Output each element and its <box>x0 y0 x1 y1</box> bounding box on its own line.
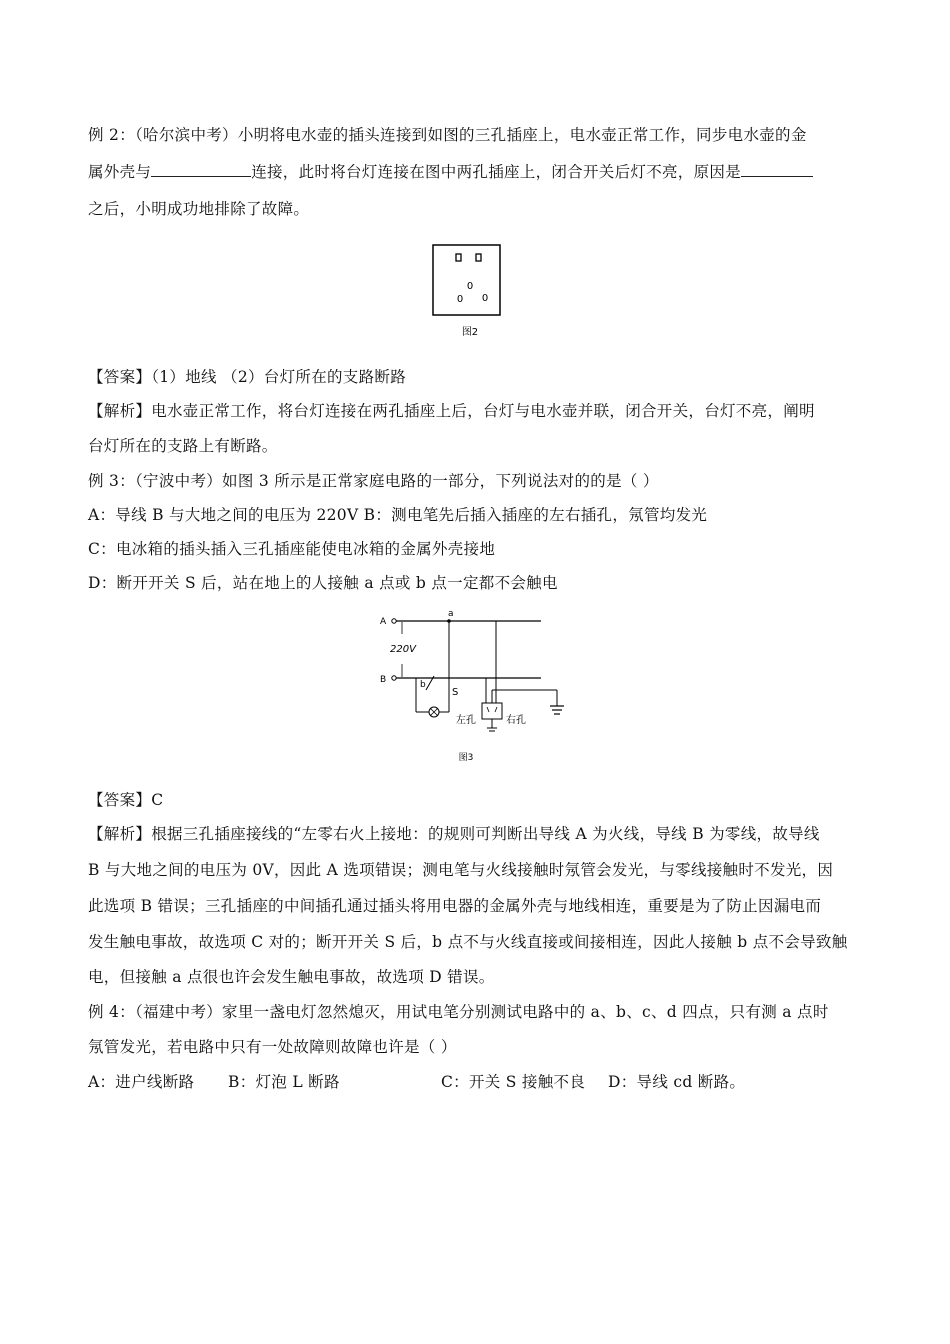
ex4-question-line1: 例 4：（福建中考）家里一盏电灯忽然熄灭，用试电笔分别测试电路中的 a、b、c、d 四点，只有测 a 点时 <box>88 1003 829 1021</box>
ex3-analysis-line2: B 与大地之间的电压为 0V，因此 A 选项错误；测电笔与火线接触时氖管会发光，与零线接触时不发光，因 <box>88 861 834 879</box>
ex3-question: 例 3：（宁波中考）如图 3 所示是正常家庭电路的一部分，下列说法对的的是（ ） <box>88 472 659 490</box>
ex4-option-c: C：开关 S 接触不良 <box>441 1073 586 1091</box>
terminal-B <box>392 676 396 680</box>
socket-hole-top: 0 <box>466 281 474 292</box>
label-a: a <box>448 609 454 619</box>
ex3-answer: 【答案】C <box>88 791 164 809</box>
ex3-analysis-line4: 发生触电事故，故选项 C 对的；断开开关 S 后，b 点不与火线直接或间接相连，因此人接触 b 点不会导致触 <box>88 933 848 951</box>
label-S: S <box>452 687 459 698</box>
label-b: b <box>420 680 426 690</box>
ex3-option-a-b: A：导线 B 与大地之间的电压为 220V B：测电笔先后插入插座的左右插孔，氖管均发光 <box>88 506 708 524</box>
socket-symbol <box>482 703 502 719</box>
right-hole-label: 右孔 <box>506 715 526 726</box>
ex2-answer: 【答案】（1）地线 （2）台灯所在的支路断路 <box>88 368 407 386</box>
label-A: A <box>380 617 387 627</box>
socket-hole-bottom-left: 0 <box>456 294 464 305</box>
figure-2-caption: 图2 <box>461 327 479 338</box>
ex3-analysis-line5: 电，但接触 a 点很也许会发生触电事故，故选项 D 错误。 <box>88 968 495 986</box>
ex2-analysis-line1: 【解析】电水壶正常工作，将台灯连接在两孔插座上后，台灯与电水壶并联，闭合开关，台灯不亮，阐明 <box>88 402 815 420</box>
figure-3-caption: 图3 <box>458 753 474 763</box>
ex2-line2-part2: 连接，此时将台灯连接在图中两孔插座上，闭合开关后灯不亮，原因是 <box>251 163 742 181</box>
label-B: B <box>380 675 387 685</box>
ex4-option-a: A：进户线断路 <box>88 1073 195 1091</box>
answer-blank-2 <box>741 162 813 177</box>
terminal-A <box>392 619 396 623</box>
ex3-option-d: D：断开开关 S 后，站在地上的人接触 a 点或 b 点一定都不会触电 <box>88 574 558 592</box>
ex3-analysis-line1: 【解析】根据三孔插座接线的“左零右火上接地：的规则可判断出导线 A 为火线，导线 B 为零线，故导线 <box>88 825 820 843</box>
ex2-question-line1: 例 2：（哈尔滨中考）小明将电水壶的插头连接到如图的三孔插座上，电水壶正常工作，同步电水壶的金 <box>88 126 807 144</box>
ex3-analysis-line3: 此选项 B 错误；三孔插座的中间插孔通过插头将用电器的金属外壳与地线相连，重要是为了防止因漏电而 <box>88 897 822 915</box>
ex2-question-line3: 之后，小明成功地排除了故障。 <box>88 200 310 218</box>
answer-blank-1 <box>151 162 251 177</box>
ex4-option-b: B：灯泡 L 断路 <box>228 1073 340 1091</box>
socket-hole-bottom-right: 0 <box>481 293 489 304</box>
circuit-figure <box>376 604 576 766</box>
left-hole-label: 左孔 <box>456 715 476 726</box>
socket-figure <box>430 240 510 340</box>
ex4-option-d: D：导线 cd 断路。 <box>608 1073 746 1091</box>
ex2-question-line2 <box>88 161 813 183</box>
voltage-label: 220V <box>390 644 416 655</box>
socket-outline <box>433 245 500 315</box>
ex3-option-c: C：电冰箱的插头插入三孔插座能使电冰箱的金属外壳接地 <box>88 540 496 558</box>
ex2-line2-part1: 属外壳与 <box>88 163 152 181</box>
ex4-question-line2: 氖管发光，若电路中只有一处故障则故障也许是（ ） <box>88 1038 457 1056</box>
ex2-analysis-line2: 台灯所在的支路上有断路。 <box>88 437 278 455</box>
